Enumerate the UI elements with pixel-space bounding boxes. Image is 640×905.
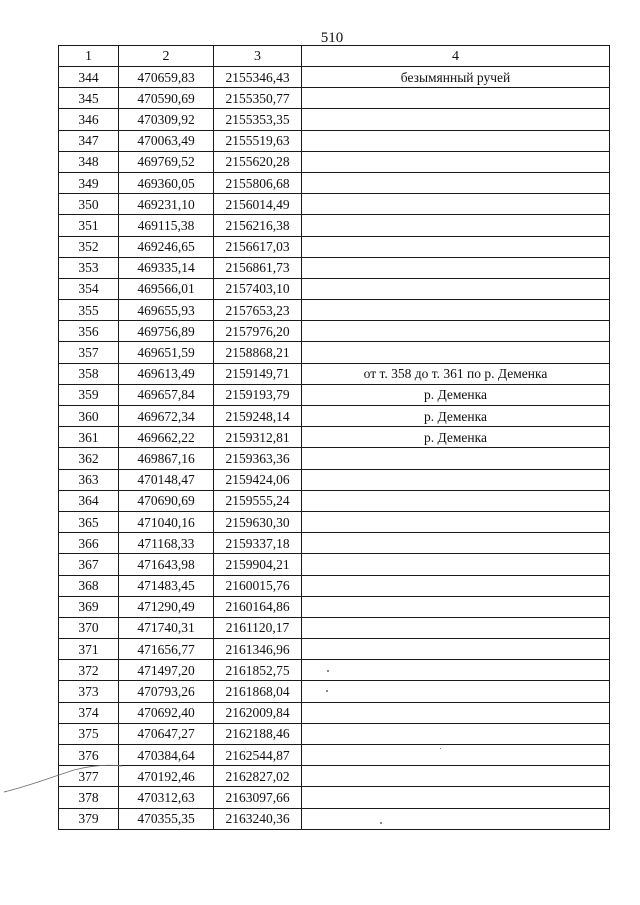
cell-description xyxy=(302,469,610,490)
cell-description xyxy=(302,787,610,808)
cell-y-coordinate: 2159904,21 xyxy=(214,554,302,575)
cell-x-coordinate: 469756,89 xyxy=(119,321,214,342)
cell-description xyxy=(302,575,610,596)
table-row xyxy=(59,787,610,808)
cell-x-coordinate: 469115,38 xyxy=(119,215,214,236)
cell-x-coordinate: 471290,49 xyxy=(119,596,214,617)
cell-x-coordinate: 469335,14 xyxy=(119,257,214,278)
cell-description xyxy=(302,215,610,236)
table-body xyxy=(59,67,610,830)
header-row xyxy=(59,46,610,67)
cell-point-number: 357 xyxy=(59,342,119,363)
cell-description xyxy=(302,723,610,744)
table-row xyxy=(59,660,610,681)
cell-point-number: 365 xyxy=(59,511,119,532)
cell-x-coordinate: 469672,34 xyxy=(119,406,214,427)
scan-pen-stroke xyxy=(4,760,124,800)
cell-x-coordinate: 470148,47 xyxy=(119,469,214,490)
cell-x-coordinate: 469231,10 xyxy=(119,194,214,215)
cell-point-number: 346 xyxy=(59,109,119,130)
cell-y-coordinate: 2156216,38 xyxy=(214,215,302,236)
cell-point-number: 379 xyxy=(59,808,119,829)
cell-y-coordinate: 2157653,23 xyxy=(214,300,302,321)
coordinates-table xyxy=(58,45,610,830)
cell-description xyxy=(302,236,610,257)
table-row xyxy=(59,194,610,215)
cell-x-coordinate: 470063,49 xyxy=(119,130,214,151)
cell-description xyxy=(302,681,610,702)
scan-dot xyxy=(380,822,382,824)
cell-description xyxy=(302,257,610,278)
table-row xyxy=(59,639,610,660)
table-row xyxy=(59,766,610,787)
cell-point-number: 344 xyxy=(59,67,119,88)
cell-description xyxy=(302,151,610,172)
cell-point-number: 347 xyxy=(59,130,119,151)
cell-y-coordinate: 2157403,10 xyxy=(214,278,302,299)
cell-x-coordinate: 469651,59 xyxy=(119,342,214,363)
cell-y-coordinate: 2162009,84 xyxy=(214,702,302,723)
cell-description xyxy=(302,278,610,299)
table-row xyxy=(59,172,610,193)
cell-y-coordinate: 2163097,66 xyxy=(214,787,302,808)
table-row xyxy=(59,533,610,554)
header-y-coordinate: 3 xyxy=(214,46,302,67)
cell-description xyxy=(302,511,610,532)
cell-point-number: 366 xyxy=(59,533,119,554)
table-row xyxy=(59,406,610,427)
table-row xyxy=(59,236,610,257)
cell-y-coordinate: 2155353,35 xyxy=(214,109,302,130)
cell-y-coordinate: 2160015,76 xyxy=(214,575,302,596)
table-row xyxy=(59,215,610,236)
cell-x-coordinate: 470793,26 xyxy=(119,681,214,702)
table-row xyxy=(59,511,610,532)
cell-point-number: 362 xyxy=(59,448,119,469)
cell-x-coordinate: 470659,83 xyxy=(119,67,214,88)
cell-point-number: 377 xyxy=(59,766,119,787)
table-row xyxy=(59,596,610,617)
cell-x-coordinate: 469566,01 xyxy=(119,278,214,299)
cell-y-coordinate: 2159363,36 xyxy=(214,448,302,469)
cell-x-coordinate: 469662,22 xyxy=(119,427,214,448)
page-number: 510 xyxy=(320,30,344,46)
table-row xyxy=(59,575,610,596)
cell-point-number: 373 xyxy=(59,681,119,702)
table-row xyxy=(59,257,610,278)
scan-dot xyxy=(440,748,441,749)
cell-description xyxy=(302,130,610,151)
table-row xyxy=(59,808,610,829)
cell-x-coordinate: 469360,05 xyxy=(119,172,214,193)
cell-y-coordinate: 2156014,49 xyxy=(214,194,302,215)
cell-y-coordinate: 2156617,03 xyxy=(214,236,302,257)
cell-description xyxy=(302,88,610,109)
cell-description xyxy=(302,490,610,511)
cell-point-number: 361 xyxy=(59,427,119,448)
cell-y-coordinate: 2160164,86 xyxy=(214,596,302,617)
cell-description: безымянный ручей xyxy=(302,67,610,88)
cell-x-coordinate: 471483,45 xyxy=(119,575,214,596)
cell-point-number: 360 xyxy=(59,406,119,427)
cell-description xyxy=(302,745,610,766)
cell-x-coordinate: 471497,20 xyxy=(119,660,214,681)
cell-x-coordinate: 469867,16 xyxy=(119,448,214,469)
cell-point-number: 367 xyxy=(59,554,119,575)
cell-x-coordinate: 469613,49 xyxy=(119,363,214,384)
cell-x-coordinate: 470692,40 xyxy=(119,702,214,723)
cell-y-coordinate: 2156861,73 xyxy=(214,257,302,278)
cell-point-number: 353 xyxy=(59,257,119,278)
cell-y-coordinate: 2161120,17 xyxy=(214,617,302,638)
cell-point-number: 356 xyxy=(59,321,119,342)
cell-description xyxy=(302,172,610,193)
cell-point-number: 348 xyxy=(59,151,119,172)
cell-y-coordinate: 2159193,79 xyxy=(214,384,302,405)
table-row xyxy=(59,300,610,321)
cell-description xyxy=(302,702,610,723)
cell-description: от т. 358 до т. 361 по р. Деменка xyxy=(302,363,610,384)
cell-description xyxy=(302,533,610,554)
cell-description xyxy=(302,554,610,575)
cell-y-coordinate: 2155346,43 xyxy=(214,67,302,88)
cell-y-coordinate: 2162827,02 xyxy=(214,766,302,787)
cell-description xyxy=(302,596,610,617)
cell-x-coordinate: 471643,98 xyxy=(119,554,214,575)
cell-description: р. Деменка xyxy=(302,384,610,405)
cell-point-number: 370 xyxy=(59,617,119,638)
cell-y-coordinate: 2162544,87 xyxy=(214,745,302,766)
table-row xyxy=(59,490,610,511)
cell-y-coordinate: 2159337,18 xyxy=(214,533,302,554)
cell-y-coordinate: 2159424,06 xyxy=(214,469,302,490)
table-row xyxy=(59,554,610,575)
cell-point-number: 372 xyxy=(59,660,119,681)
cell-point-number: 374 xyxy=(59,702,119,723)
cell-y-coordinate: 2157976,20 xyxy=(214,321,302,342)
cell-point-number: 364 xyxy=(59,490,119,511)
cell-y-coordinate: 2155806,68 xyxy=(214,172,302,193)
cell-point-number: 358 xyxy=(59,363,119,384)
cell-y-coordinate: 2155620,28 xyxy=(214,151,302,172)
header-description: 4 xyxy=(302,46,610,67)
table-row xyxy=(59,321,610,342)
cell-x-coordinate: 470690,69 xyxy=(119,490,214,511)
cell-description xyxy=(302,321,610,342)
cell-description: р. Деменка xyxy=(302,406,610,427)
cell-point-number: 369 xyxy=(59,596,119,617)
cell-y-coordinate: 2159630,30 xyxy=(214,511,302,532)
cell-point-number: 363 xyxy=(59,469,119,490)
cell-x-coordinate: 471740,31 xyxy=(119,617,214,638)
cell-y-coordinate: 2162188,46 xyxy=(214,723,302,744)
cell-description xyxy=(302,639,610,660)
cell-point-number: 355 xyxy=(59,300,119,321)
cell-x-coordinate: 469657,84 xyxy=(119,384,214,405)
table-row xyxy=(59,681,610,702)
cell-point-number: 352 xyxy=(59,236,119,257)
cell-x-coordinate: 470309,92 xyxy=(119,109,214,130)
cell-x-coordinate: 469769,52 xyxy=(119,151,214,172)
header-x-coordinate: 2 xyxy=(119,46,214,67)
cell-y-coordinate: 2163240,36 xyxy=(214,808,302,829)
table-row xyxy=(59,723,610,744)
cell-y-coordinate: 2161868,04 xyxy=(214,681,302,702)
table-row xyxy=(59,130,610,151)
cell-point-number: 378 xyxy=(59,787,119,808)
cell-y-coordinate: 2159248,14 xyxy=(214,406,302,427)
cell-description xyxy=(302,194,610,215)
cell-description xyxy=(302,766,610,787)
table-row xyxy=(59,278,610,299)
cell-y-coordinate: 2159149,71 xyxy=(214,363,302,384)
cell-point-number: 371 xyxy=(59,639,119,660)
cell-x-coordinate: 471040,16 xyxy=(119,511,214,532)
table-row xyxy=(59,745,610,766)
cell-x-coordinate: 471168,33 xyxy=(119,533,214,554)
cell-description xyxy=(302,342,610,363)
table-row xyxy=(59,617,610,638)
table-row xyxy=(59,427,610,448)
cell-y-coordinate: 2155519,63 xyxy=(214,130,302,151)
cell-y-coordinate: 2158868,21 xyxy=(214,342,302,363)
cell-description xyxy=(302,808,610,829)
cell-y-coordinate: 2161346,96 xyxy=(214,639,302,660)
table-row xyxy=(59,88,610,109)
cell-description xyxy=(302,109,610,130)
cell-point-number: 354 xyxy=(59,278,119,299)
cell-x-coordinate: 469655,93 xyxy=(119,300,214,321)
cell-x-coordinate: 471656,77 xyxy=(119,639,214,660)
cell-description xyxy=(302,448,610,469)
table-header xyxy=(59,46,610,67)
cell-description: р. Деменка xyxy=(302,427,610,448)
table-row xyxy=(59,109,610,130)
cell-y-coordinate: 2155350,77 xyxy=(214,88,302,109)
cell-point-number: 350 xyxy=(59,194,119,215)
cell-point-number: 368 xyxy=(59,575,119,596)
cell-point-number: 359 xyxy=(59,384,119,405)
table-row xyxy=(59,363,610,384)
cell-point-number: 376 xyxy=(59,745,119,766)
table-row xyxy=(59,151,610,172)
table-row xyxy=(59,67,610,88)
cell-point-number: 375 xyxy=(59,723,119,744)
cell-x-coordinate: 470384,64 xyxy=(119,745,214,766)
cell-description xyxy=(302,617,610,638)
scan-dot xyxy=(327,670,329,672)
cell-x-coordinate: 469246,65 xyxy=(119,236,214,257)
cell-point-number: 351 xyxy=(59,215,119,236)
cell-x-coordinate: 470590,69 xyxy=(119,88,214,109)
table-row xyxy=(59,342,610,363)
scan-dot xyxy=(326,690,328,692)
cell-description xyxy=(302,300,610,321)
cell-y-coordinate: 2159555,24 xyxy=(214,490,302,511)
cell-x-coordinate: 470355,35 xyxy=(119,808,214,829)
table-row xyxy=(59,384,610,405)
header-point-number: 1 xyxy=(59,46,119,67)
cell-description xyxy=(302,660,610,681)
table-row xyxy=(59,448,610,469)
table-row xyxy=(59,469,610,490)
cell-point-number: 349 xyxy=(59,172,119,193)
cell-x-coordinate: 470192,46 xyxy=(119,766,214,787)
cell-x-coordinate: 470312,63 xyxy=(119,787,214,808)
cell-point-number: 345 xyxy=(59,88,119,109)
table-row xyxy=(59,702,610,723)
cell-y-coordinate: 2159312,81 xyxy=(214,427,302,448)
cell-y-coordinate: 2161852,75 xyxy=(214,660,302,681)
cell-x-coordinate: 470647,27 xyxy=(119,723,214,744)
